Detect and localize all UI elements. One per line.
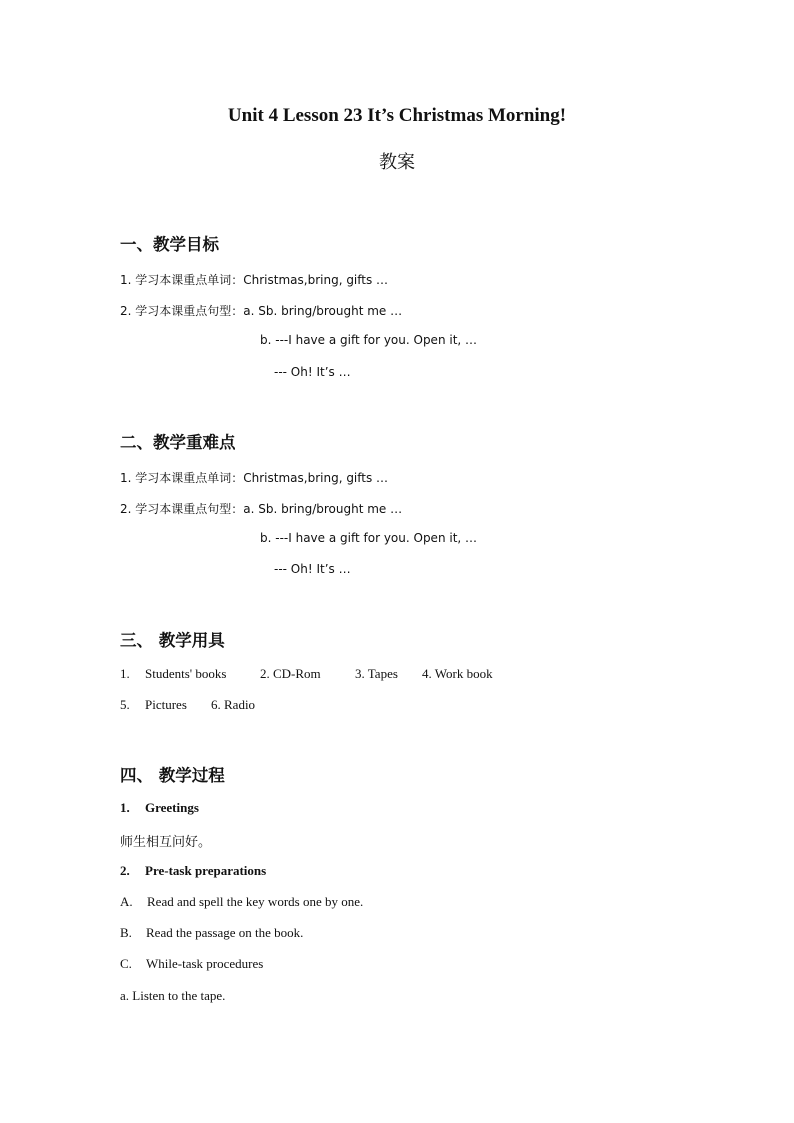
step-c-text: While-task procedures bbox=[146, 956, 264, 971]
section-heading-key-points: 二、教学重难点 bbox=[120, 433, 236, 452]
step-a-text: Read and spell the key words one by one. bbox=[147, 894, 364, 909]
step-a-lower-text: a. Listen to the tape. bbox=[120, 988, 226, 1003]
materials-item-cdrom: 2. CD-Rom bbox=[260, 666, 321, 681]
step-1-text: 师生相互问好。 bbox=[120, 835, 212, 850]
materials-item-radio: 6. Radio bbox=[211, 697, 256, 712]
step-c-label: C. bbox=[120, 956, 132, 971]
objective-item-2b: b. ---I have a gift for you. Open it, … bbox=[260, 333, 478, 347]
step-2-title: Pre-task preparations bbox=[145, 863, 267, 878]
step-1-number: 1. bbox=[120, 800, 130, 815]
step-a-label: A. bbox=[120, 894, 133, 909]
step-b-label: B. bbox=[120, 925, 132, 940]
document-subtitle: 教案 bbox=[379, 152, 415, 173]
keypoint-item-2: 2. 学习本课重点句型：a. Sb. bring/brought me … bbox=[120, 502, 403, 516]
materials-number-5: 5. bbox=[120, 697, 130, 712]
materials-item-workbook: 4. Work book bbox=[422, 666, 493, 681]
step-1-title: Greetings bbox=[145, 800, 199, 815]
keypoint-item-1: 1. 学习本课重点单词：Christmas,bring, gifts … bbox=[120, 471, 389, 485]
document-title: Unit 4 Lesson 23 It’s Christmas Morning! bbox=[227, 105, 567, 126]
objective-item-1: 1. 学习本课重点单词：Christmas,bring, gifts … bbox=[120, 273, 389, 287]
materials-item-books: Students' books bbox=[145, 666, 227, 681]
step-2-number: 2. bbox=[120, 863, 130, 878]
materials-item-tapes: 3. Tapes bbox=[355, 666, 398, 681]
keypoint-item-2c: --- Oh! It’s … bbox=[274, 562, 351, 576]
objective-item-2c: --- Oh! It’s … bbox=[274, 365, 351, 379]
section-heading-materials: 三、 教学用具 bbox=[120, 631, 225, 650]
materials-item-pictures: Pictures bbox=[145, 697, 187, 712]
materials-number-1: 1. bbox=[120, 666, 130, 681]
objective-item-2: 2. 学习本课重点句型：a. Sb. bring/brought me … bbox=[120, 304, 403, 318]
keypoint-item-2b: b. ---I have a gift for you. Open it, … bbox=[260, 531, 478, 545]
section-heading-procedure: 四、 教学过程 bbox=[120, 766, 225, 785]
section-heading-objectives: 一、教学目标 bbox=[120, 235, 219, 254]
step-b-text: Read the passage on the book. bbox=[146, 925, 304, 940]
